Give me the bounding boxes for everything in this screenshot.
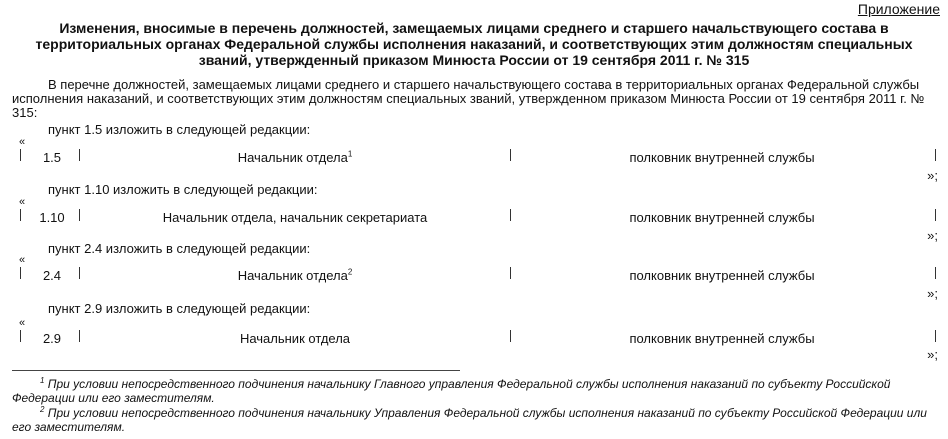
quote-open: « [19,136,26,148]
quote-open: « [19,196,26,208]
special-rank: полковник внутренней службы [629,268,815,283]
footnote-mark: 2 [40,405,45,414]
cell-border [935,209,936,221]
intro-paragraph: В перечне должностей, замещаемых лицами среднего и старшего начальствующего состава в территориальных органах Федеральной службы исполнения наказаний, и соответствующих этим должностям специальных званий, утвержденном приказом Минюста России от 19 сентября 2011 г. № 315: [12,77,925,120]
special-rank: полковник внутренней службы [629,150,815,165]
cell-border [935,149,936,161]
item-number: 1.10 [39,210,65,225]
footnote-divider [12,370,460,371]
quote-close: »; [927,347,938,362]
quote-close: »; [927,168,938,183]
item-label: пункт 2.9 изложить в следующей редакции: [48,301,311,316]
footnote [12,377,938,405]
document-title: Изменения, вносимые в перечень должностей, замещаемых лицами среднего и старшего начальствующего состава в территориальных органах Федеральной службы исполнения наказаний, и соответствующих этим должностям специальных званий, утвержденный приказом Минюста России от 19 сентября 2011 г. № 315 [35,20,913,68]
quote-open: « [19,317,26,329]
special-rank: полковник внутренней службы [629,210,815,225]
cell-border [20,149,21,161]
quote-close: »; [927,228,938,243]
position-name [80,150,510,165]
quote-open: « [19,254,26,266]
footnote-ref: 1 [347,149,353,159]
item-label: пункт 2.4 изложить в следующей редакции: [48,241,311,256]
cell-border [20,267,21,279]
cell-border [935,267,936,279]
cell-border [935,330,936,342]
special-rank: полковник внутренней службы [629,331,815,346]
cell-border [510,330,511,342]
position-name [80,268,510,283]
position-text: Начальник отдела [237,268,348,283]
footnote-mark: 1 [40,376,45,385]
cell-border [20,209,21,221]
item-label: пункт 1.5 изложить в следующей редакции: [48,122,311,137]
position-text: Начальник отдела, начальник секретариата [162,210,428,225]
position-text: Начальник отдела [237,150,348,165]
footnote-ref: 2 [347,267,353,277]
position-name [80,210,510,225]
cell-border [510,149,511,161]
item-number: 1.5 [42,150,62,165]
cell-border [510,209,511,221]
item-label: пункт 1.10 изложить в следующей редакции: [48,182,318,197]
footnote [12,406,938,434]
item-number: 2.9 [42,331,62,346]
position-name [80,331,510,346]
footnote-text: При условии непосредственного подчинения начальнику Управления Федеральной службы исполнения наказаний по субъекту Российской Федерации или его заместителям. [12,406,927,434]
item-number: 2.4 [42,268,62,283]
quote-close: »; [927,286,938,301]
cell-border [510,267,511,279]
footnote-text: При условии непосредственного подчинения начальнику Главного управления Федеральной службы исполнения наказаний по субъекту Российской Федерации или его заместителям. [12,377,891,405]
appendix-label: Приложение [857,1,940,17]
position-text: Начальник отдела [239,331,351,346]
table-row [0,317,948,371]
cell-border [20,330,21,342]
